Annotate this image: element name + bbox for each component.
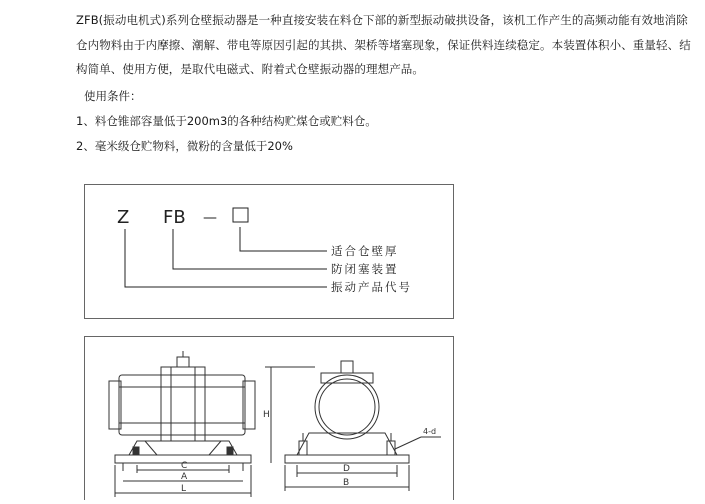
dim-label-a: A — [181, 472, 188, 482]
leader-line-box — [240, 227, 327, 251]
dim-label-b: B — [343, 478, 350, 488]
condition-item-1: 1、料仓锥部容量低于200m3的各种结构贮煤仓或贮料仓。 — [76, 114, 377, 128]
dim-label-l: L — [181, 484, 187, 494]
dim-label-d: D — [343, 464, 350, 474]
dimension-figure — [84, 336, 454, 500]
model-code-diagram — [85, 185, 453, 318]
front-view — [265, 361, 441, 491]
dim-label-holes: 4-d — [423, 427, 437, 436]
code-dash: — — [203, 210, 217, 226]
leader-line-fb — [173, 229, 327, 269]
label-wall-thickness: 适合仓壁厚 — [331, 244, 399, 258]
intro-paragraph: ZFB(振动电机式)系列仓壁振动器是一种直接安装在料仓下部的新型振动破拱设备，该机工作产生的高频动能有效地消除仓内物料由于内摩擦、潮解、带电等原因引起的其拱、架桥等堵塞现象，保证供料连续稳定。本装置体积小、重量轻、结构简单、使用方便，是取代电磁式、附着式仓壁振动器的理想产品。 — [76, 13, 691, 76]
conditions-title: 使用条件： — [84, 89, 142, 103]
condition-item-2: 2、毫米级仓贮物料，微粉的含量低于20% — [76, 139, 293, 153]
code-fb: FB — [163, 207, 186, 228]
code-z: Z — [117, 207, 130, 228]
label-product-code: 振动产品代号 — [331, 280, 412, 294]
dim-label-c: C — [181, 461, 188, 471]
label-anti-blocking: 防闭塞装置 — [331, 262, 399, 276]
dim-label-h: H — [263, 410, 270, 420]
leader-line-z — [125, 229, 327, 287]
code-box — [233, 208, 248, 222]
dimension-diagram — [85, 337, 453, 500]
model-code-figure — [84, 184, 454, 319]
